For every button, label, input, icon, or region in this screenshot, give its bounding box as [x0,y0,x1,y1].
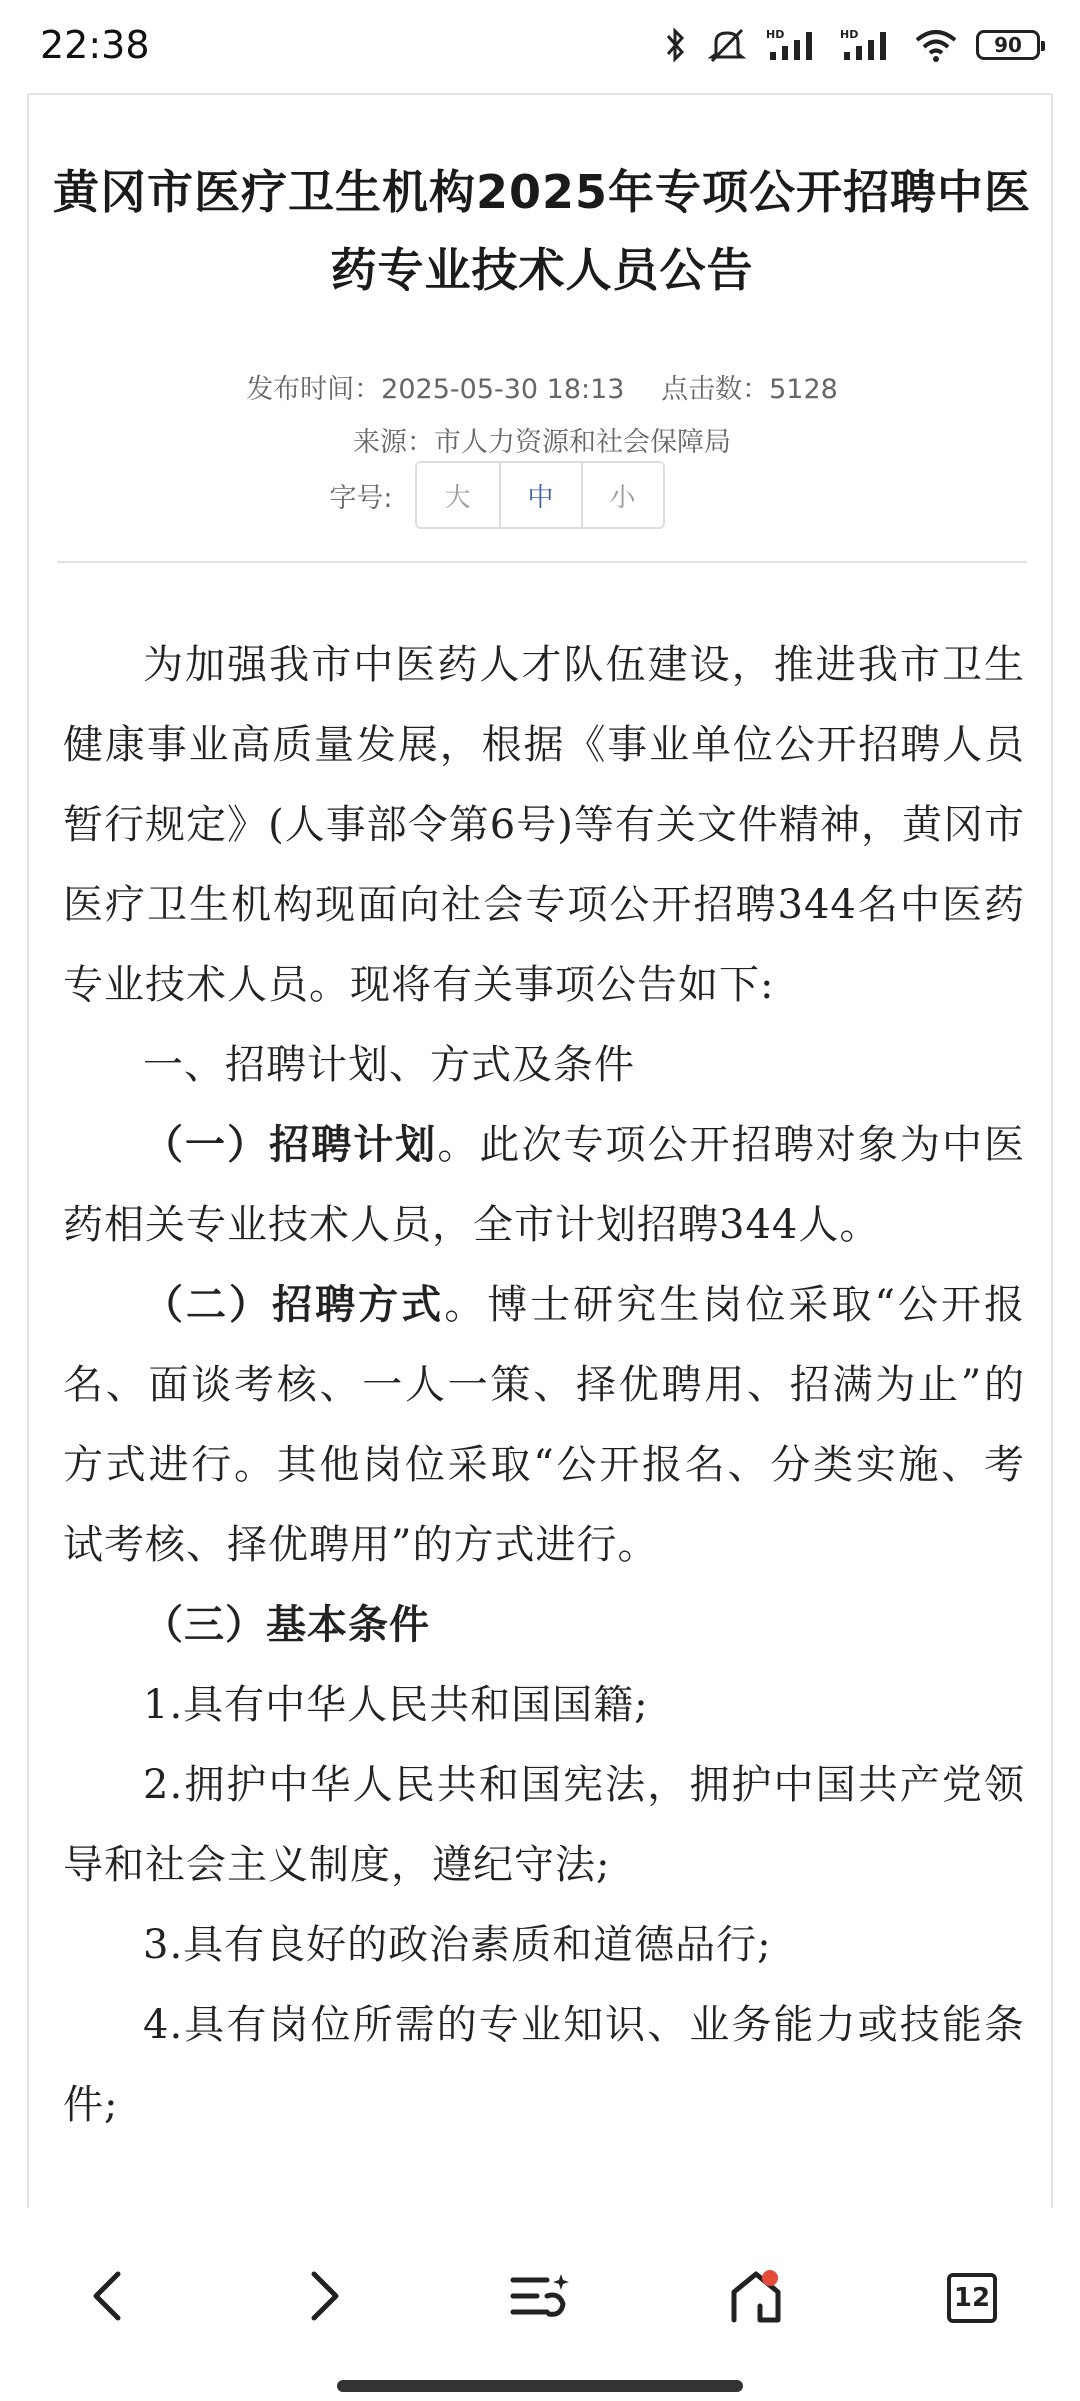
svg-text:HD: HD [840,28,859,41]
signal-hd-icon [840,26,896,64]
divider [57,561,1027,563]
subsection-heading: （三）基本条件 [143,1601,430,1648]
font-size-label: 字号: [329,482,393,514]
section-heading: 一、招聘计划、方式及条件 [143,1042,635,1088]
paragraph-text: 。博士研究生岗位采取“公开报名、面谈考核、一人一策、择优聘用、招满为止”的方式进行。其他岗位采取“公开报名、分类实施、考试考核、择优聘用”的方式进行。 [63,1282,1026,1568]
list-item: 1.具有中华人民共和国国籍; [143,1682,649,1728]
signal-hd-icon [766,26,822,64]
home-button[interactable] [706,2248,806,2348]
menu-icon [507,2270,573,2326]
publish-time: 发布时间：2025-05-30 18:13 [246,374,625,405]
browser-bottom-nav [0,2208,1080,2401]
paragraph-text: 。此次专项公开招聘对象为中医药相关专业技术人员，全市计划招聘344人。 [63,1122,1026,1248]
forward-button[interactable] [274,2248,374,2348]
gesture-bar[interactable] [337,2380,743,2392]
article-source: 来源：市人力资源和社会保障局 [353,427,731,458]
click-count: 点击数：5128 [661,374,838,405]
status-bar [0,0,1080,90]
svg-text:HD: HD [766,28,785,41]
subsection-heading: （一）招聘计划 [143,1121,438,1168]
paragraph: 为加强我市中医药人才队伍建设，推进我市卫生健康事业高质量发展，根据《事业单位公开招聘人员暂行规定》(人事部令第6号)等有关文件精神，黄冈市医疗卫生机构现面向社会专项公开招聘344名中医药专业技术人员。现将有关事项公告如下: [63,642,1025,1008]
list-item: 3.具有良好的政治素质和道德品行; [143,1922,772,1968]
tabs-icon: 12 [947,2273,997,2323]
mute-icon [706,26,748,64]
paragraph [63,1265,1025,1585]
status-time: 22:38 [40,23,150,67]
article-title: 黄冈市医疗卫生机构2025年专项公开招聘中医药专业技术人员公告 [52,165,1032,297]
wifi-icon [914,26,958,64]
menu-button[interactable] [490,2248,590,2348]
font-size-small-button[interactable]: 小 [581,463,663,527]
back-icon [88,2268,128,2328]
status-icons [664,26,1040,64]
paragraph [63,1105,1025,1265]
subsection-heading: （二）招聘方式 [143,1281,445,1328]
forward-icon [304,2268,344,2328]
bluetooth-icon [664,26,688,64]
battery-icon: 90 [976,30,1040,60]
font-size-options [415,461,665,529]
back-button[interactable] [58,2248,158,2348]
tabs-button[interactable] [922,2248,1022,2348]
article-content [63,625,1025,2145]
article-meta [29,367,1053,406]
font-size-selector [29,461,1053,529]
font-size-medium-button[interactable]: 中 [499,463,581,527]
list-item: 4.具有岗位所需的专业知识、业务能力或技能条件; [63,2002,1025,2128]
article-card [27,93,1053,2208]
list-item: 2.拥护中华人民共和国宪法，拥护中国共产党领导和社会主义制度，遵纪守法; [63,1762,1025,1888]
font-size-large-button[interactable]: 大 [417,463,499,527]
notification-dot [762,2270,778,2286]
